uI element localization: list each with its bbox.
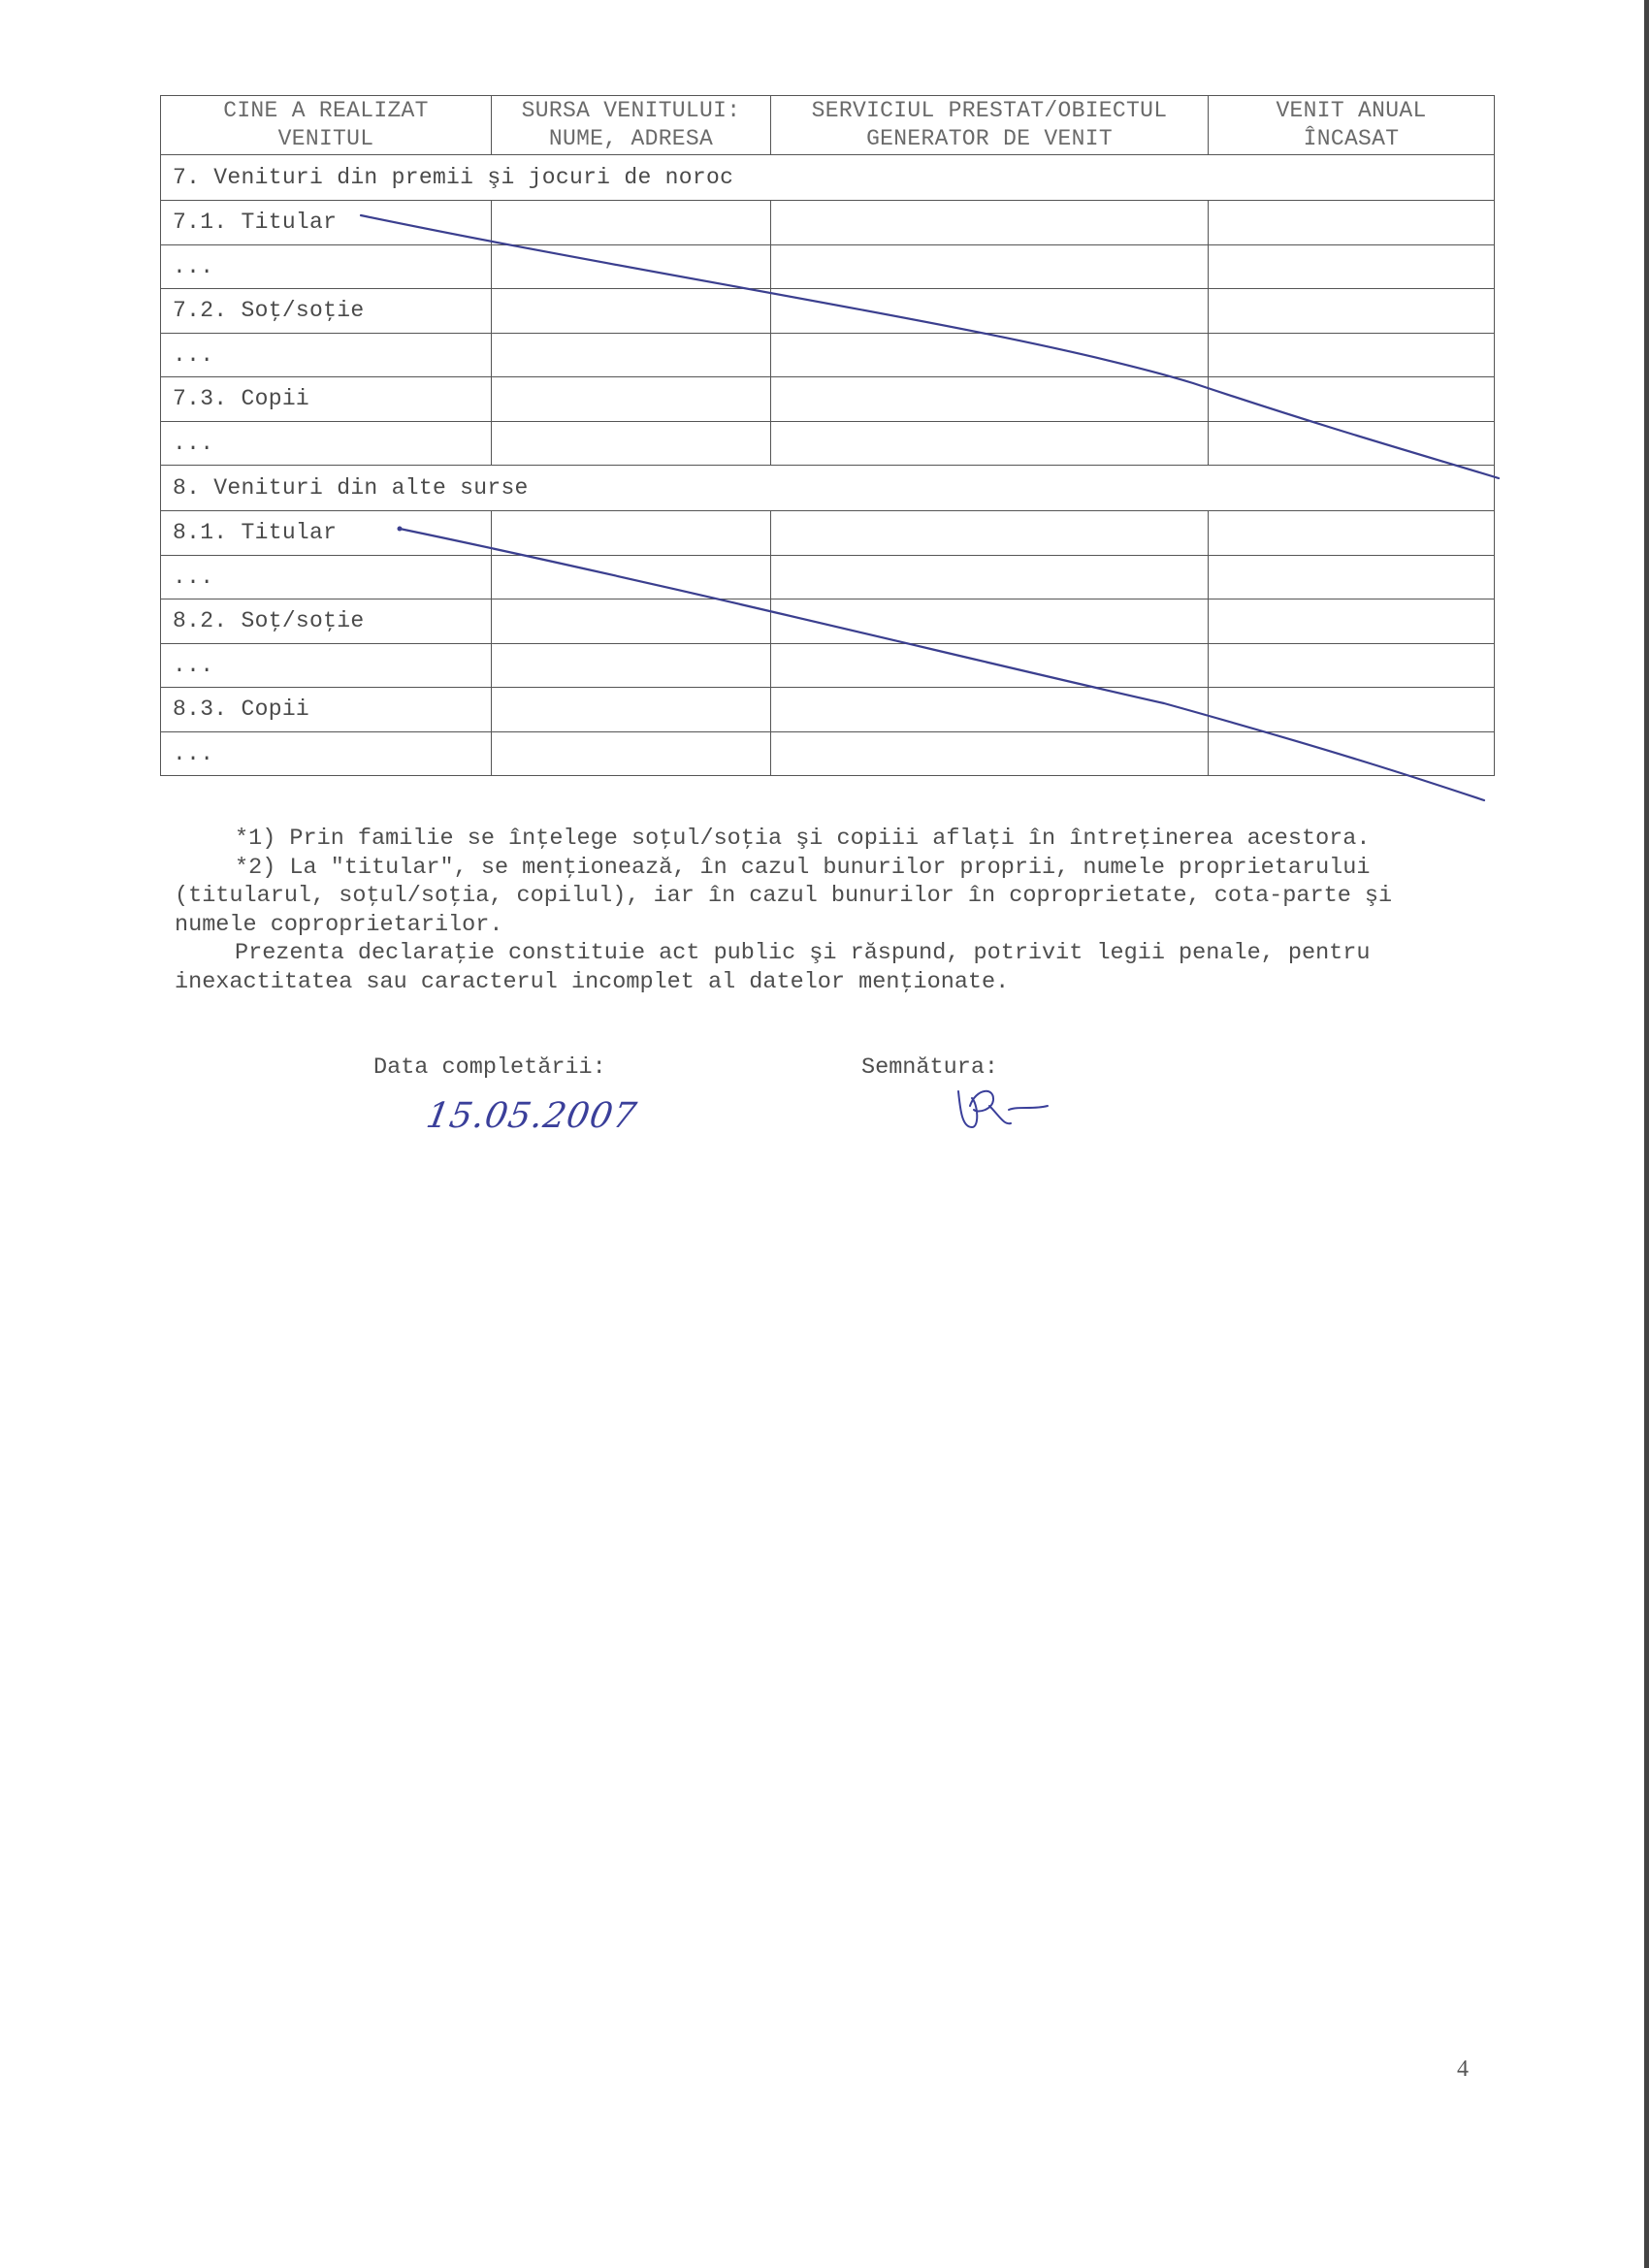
section-7-title: 7. Venituri din premii şi jocuri de noroc: [161, 155, 1495, 201]
row-label: ...: [161, 244, 492, 289]
table-cell: [771, 201, 1209, 245]
table-cell: [492, 643, 771, 688]
signature-label: Semnătura:: [861, 1054, 999, 1081]
table-cell: [492, 244, 771, 289]
handwritten-date: 15.05.2007: [423, 1096, 640, 1136]
table-cell: [1209, 244, 1495, 289]
footnote-2: *2) La "titular", se menţionează, în cazul bunurilor proprii, numele proprietarului (titularul, soţul/soţia, copilul), iar în cazul bunurilor în coproprietate, cota-parte şi numele coproprietarilor.: [175, 854, 1393, 938]
table-cell: [1209, 599, 1495, 644]
table-cell: [771, 731, 1209, 776]
handwritten-signature: [951, 1077, 1057, 1135]
table-row: [161, 731, 1495, 776]
section-8-row: [161, 466, 1495, 511]
table-cell: [771, 688, 1209, 732]
footnotes: [175, 825, 1436, 996]
table-cell: [771, 377, 1209, 422]
table-row: [161, 511, 1495, 556]
table-cell: [492, 731, 771, 776]
declaration-text: Prezenta declaraţie constituie act public şi răspund, potrivit legii penale, pentru inexactitatea sau caracterul incomplet al datelor menţionate.: [175, 940, 1371, 995]
row-label: 7.2. Soţ/soţie: [161, 289, 492, 334]
table-cell: [771, 289, 1209, 334]
page-number: 4: [1457, 2057, 1469, 2082]
row-label: ...: [161, 731, 492, 776]
table-row: [161, 688, 1495, 732]
table-cell: [1209, 289, 1495, 334]
table-row: [161, 377, 1495, 422]
table-cell: [771, 643, 1209, 688]
row-label: 8.3. Copii: [161, 688, 492, 732]
table-cell: [771, 421, 1209, 466]
income-table: [160, 95, 1495, 776]
table-cell: [771, 333, 1209, 377]
table-cell: [492, 555, 771, 599]
scan-page-edge: [1644, 0, 1649, 2268]
table-cell: [1209, 377, 1495, 422]
table-row: [161, 244, 1495, 289]
table-cell: [492, 421, 771, 466]
header-who: CINE A REALIZAT VENITUL: [161, 96, 492, 155]
table-cell: [771, 244, 1209, 289]
table-row: [161, 201, 1495, 245]
table-cell: [1209, 201, 1495, 245]
header-annual-income: VENIT ANUAL ÎNCASAT: [1209, 96, 1495, 155]
table-cell: [492, 688, 771, 732]
header-service: SERVICIUL PRESTAT/OBIECTUL GENERATOR DE VENIT: [771, 96, 1209, 155]
table-cell: [492, 201, 771, 245]
table-row: [161, 599, 1495, 644]
table-cell: [1209, 421, 1495, 466]
table-cell: [771, 555, 1209, 599]
table-row: [161, 333, 1495, 377]
row-label: 7.3. Copii: [161, 377, 492, 422]
table-cell: [492, 289, 771, 334]
footnote-1: *1) Prin familie se înţelege soţul/soţia şi copiii aflaţi în întreţinerea acestora.: [235, 826, 1371, 852]
table-cell: [1209, 643, 1495, 688]
date-label: Data completării:: [373, 1054, 606, 1081]
section-8-title: 8. Venituri din alte surse: [161, 466, 1495, 511]
row-label: ...: [161, 421, 492, 466]
table-cell: [1209, 731, 1495, 776]
table-row: [161, 421, 1495, 466]
table-cell: [1209, 555, 1495, 599]
section-7-row: [161, 155, 1495, 201]
table-cell: [492, 511, 771, 556]
table-cell: [492, 333, 771, 377]
header-source: SURSA VENITULUI: NUME, ADRESA: [492, 96, 771, 155]
table-cell: [492, 377, 771, 422]
row-label: 8.2. Soţ/soţie: [161, 599, 492, 644]
table-cell: [1209, 511, 1495, 556]
table-row: [161, 555, 1495, 599]
row-label: ...: [161, 555, 492, 599]
table-row: [161, 643, 1495, 688]
table-cell: [1209, 688, 1495, 732]
table-cell: [771, 511, 1209, 556]
table-cell: [771, 599, 1209, 644]
row-label: ...: [161, 333, 492, 377]
row-label: ...: [161, 643, 492, 688]
table-row: [161, 289, 1495, 334]
table-header-row: [161, 96, 1495, 155]
row-label: 7.1. Titular: [161, 201, 492, 245]
row-label: 8.1. Titular: [161, 511, 492, 556]
table-cell: [492, 599, 771, 644]
table-cell: [1209, 333, 1495, 377]
